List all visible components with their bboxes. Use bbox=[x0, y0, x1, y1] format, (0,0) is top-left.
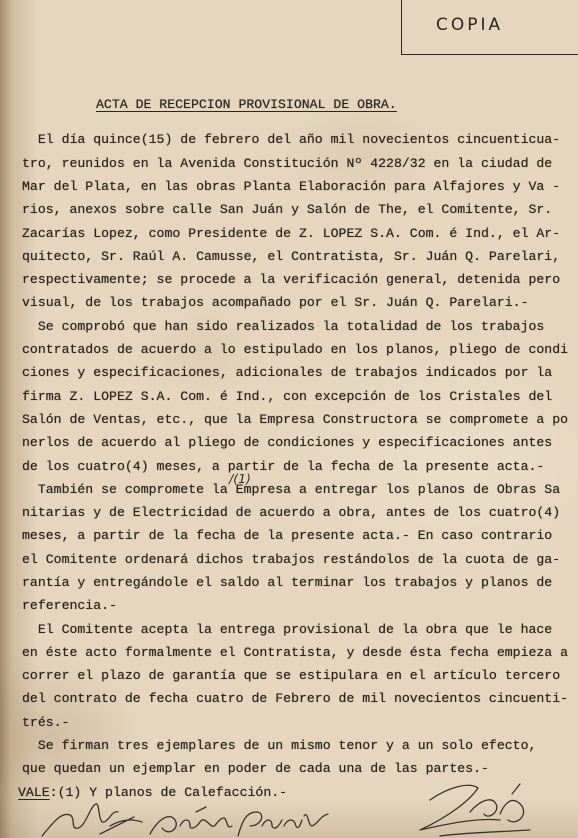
text-line: Zacarías Lopez, como Presidente de Z. LOPEZ S.A. Com. é Ind., el Ar- bbox=[22, 225, 561, 241]
text-line: Salón de Ventas, etc., que la Empresa Constructora se compromete a po bbox=[22, 411, 569, 427]
document-body bbox=[18, 128, 569, 804]
vale-label: VALE bbox=[18, 784, 50, 800]
handwritten-insertion-mark: /(1) bbox=[229, 471, 251, 486]
text-line: del contrato de fecha cuatro de Febrero de mil novecientos cincuenti- bbox=[22, 691, 569, 707]
paragraph bbox=[22, 478, 568, 618]
vale-text: :(1) Y planos de Calefacción.- bbox=[49, 784, 288, 800]
text-line: nerlos de acuerdo al pliego de condiciones y especificaciones antes bbox=[22, 435, 553, 451]
signatures bbox=[0, 770, 578, 838]
signature-left bbox=[42, 804, 142, 836]
text-line: en éste acto formalmente el Contratista, y desde ésta fecha empieza a bbox=[22, 644, 569, 660]
text-line: tro, reunidos en la Avenida Constitución Nº 4228/32 en la ciudad de bbox=[22, 155, 553, 171]
text-line: El día quince(15) de febrero del año mil novecientos cincuenticua- bbox=[37, 132, 561, 148]
text-line: nitarias y de Electricidad de acuerdo a obra, antes de los cuatro(4) bbox=[22, 505, 561, 521]
signature-middle bbox=[150, 807, 328, 836]
text-line: correr el plazo de garantía que se estipulara en el artículo tercero bbox=[22, 668, 561, 684]
text-line: También se compromete la Empresa a entregar los planos de Obras Sa bbox=[37, 481, 561, 497]
text-line: de los cuatro(4) meses, a partir de la fecha de la presente acta.- bbox=[22, 458, 545, 474]
paragraph bbox=[22, 128, 568, 314]
text-line: ciones y especificaciones, adicionales de trabajos indicados por la bbox=[22, 365, 553, 381]
text-line: rios, anexos sobre calle San Juán y Salón de The, el Comitente, Sr. bbox=[22, 202, 553, 218]
document-title: ACTA DE RECEPCION PROVISIONAL DE OBRA. bbox=[96, 97, 397, 112]
copy-stamp-box bbox=[401, 0, 578, 55]
paragraph bbox=[22, 315, 568, 478]
paragraph bbox=[22, 618, 568, 734]
text-line: rantía y entregándole el saldo al terminar los trabajos y planos de bbox=[22, 574, 553, 590]
text-line: respectivamente; se procede a la verificación general, detenida pero bbox=[22, 272, 561, 288]
text-line: meses, a partir de la fecha de la presente acta.- En caso contrario bbox=[22, 528, 553, 544]
text-line: el Comitente ordenará dichos trabajos restándolos de la cuota de ga- bbox=[22, 551, 561, 567]
text-line: que quedan un ejemplar en poder de cada una de las partes.- bbox=[22, 761, 489, 777]
text-line: Se firman tres ejemplares de un mismo tenor y a un solo efecto, bbox=[37, 738, 537, 754]
text-line: Se comprobó que han sido realizados la totalidad de los trabajos bbox=[37, 318, 545, 334]
text-line: visual, de los trabajos acompañado por el Sr. Juán Q. Parelari.- bbox=[22, 295, 529, 311]
text-line: quitecto, Sr. Raúl A. Camusse, el Contratista, Sr. Juán Q. Parelari, bbox=[22, 248, 561, 264]
signature-right bbox=[420, 784, 530, 836]
text-line: El Comitente acepta la entrega provisional de la obra que le hace bbox=[37, 621, 553, 637]
text-line: firma Z. LOPEZ S.A. Com. é Ind., con excepción de los Cristales del bbox=[22, 388, 553, 404]
text-line: referencia.- bbox=[22, 598, 117, 614]
text-line: contratados de acuerdo a lo estipulado en los planos, pliego de condi bbox=[22, 342, 569, 358]
text-line: trés.- bbox=[22, 714, 70, 730]
text-line: Mar del Plata, en las obras Planta Elaboración para Alfajores y Va - bbox=[22, 178, 561, 194]
copy-stamp-label: COPIA bbox=[436, 15, 504, 35]
